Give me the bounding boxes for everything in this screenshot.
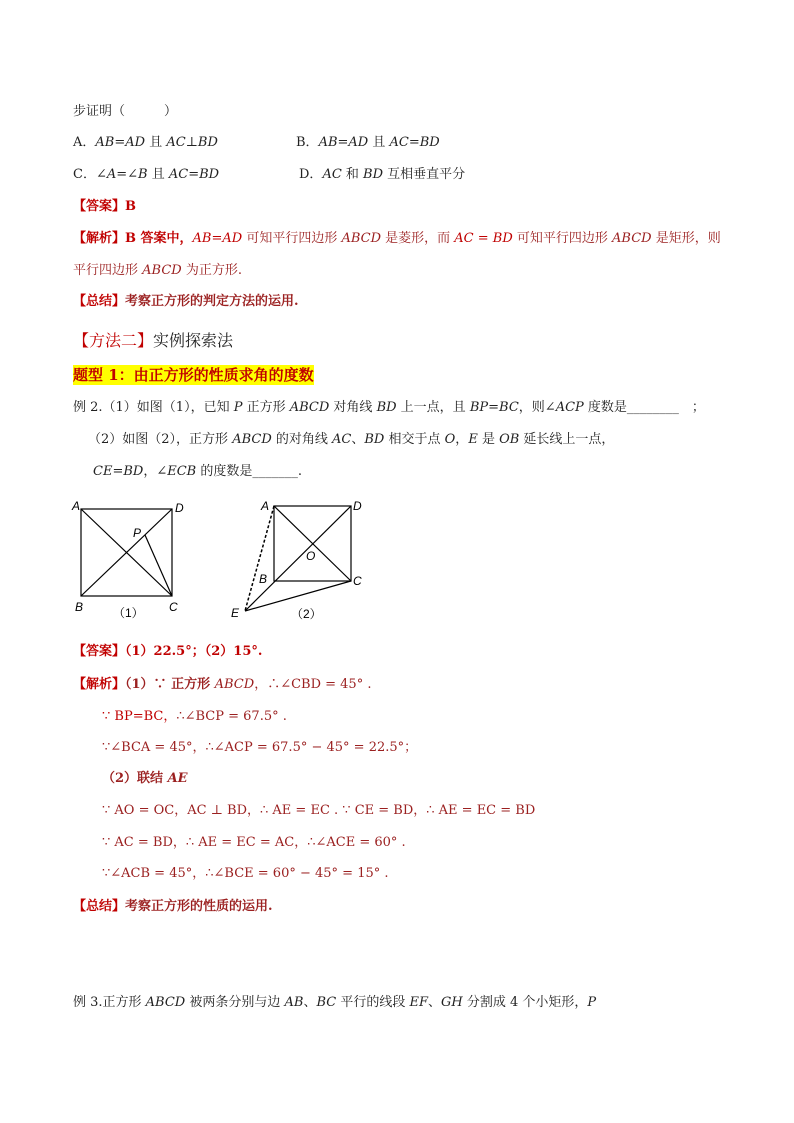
fig2-caption: （2） bbox=[291, 607, 322, 621]
explanation-1-s2: AB=AD bbox=[192, 231, 243, 246]
option-b-t4: 且 bbox=[368, 135, 390, 150]
ex3-i: 、 bbox=[428, 995, 442, 1010]
ex2-p1j: BC bbox=[499, 400, 519, 415]
option-c-t3: ∠B bbox=[127, 167, 148, 182]
ex3-b: ABCD bbox=[145, 995, 186, 1010]
summary-1-text: 考察正方形的判定方法的运用. bbox=[125, 294, 299, 309]
ex2-p2e: 、 bbox=[351, 432, 365, 447]
ex2-p2a: （2）如图（2），正方形 bbox=[88, 432, 233, 447]
fig1-label-c: C bbox=[169, 600, 178, 614]
answer-1-value: B bbox=[125, 199, 137, 214]
option-c-label: C． bbox=[73, 167, 96, 182]
ex2-p1a: 例 2.（1）如图（1），已知 bbox=[73, 400, 234, 415]
exp2-l2a: ∵ BP=BC， bbox=[102, 709, 177, 724]
option-b-t6: = bbox=[408, 135, 420, 150]
fig1-label-b: B bbox=[75, 600, 84, 614]
explanation-2-line-2 bbox=[102, 708, 287, 726]
example-2-line-2 bbox=[88, 431, 614, 449]
answer-2-tag: 【答案】 bbox=[73, 644, 126, 659]
ex3-a: 例 3.正方形 bbox=[73, 995, 146, 1010]
ex2-p1b: P bbox=[233, 400, 243, 415]
answer-1 bbox=[73, 198, 136, 216]
option-a-t2: = bbox=[114, 135, 126, 150]
ex3-j: GH bbox=[441, 995, 463, 1010]
summary-1 bbox=[73, 293, 299, 311]
option-c-t7: BD bbox=[199, 167, 220, 182]
option-a-t4: 且 bbox=[145, 135, 167, 150]
ex2-p2h: O bbox=[444, 432, 456, 447]
fig1-label-d: D bbox=[175, 501, 184, 515]
example-3-line-1 bbox=[73, 994, 596, 1012]
exp2-l1a: （1）∵ 正方形 bbox=[125, 677, 215, 692]
exp2-l4b: AE bbox=[167, 771, 188, 786]
fig1-caption: （1） bbox=[113, 606, 144, 620]
ex2-p2k: 是 bbox=[477, 432, 500, 447]
explanation-2-line-1 bbox=[73, 676, 371, 694]
method-title: 实例探索法 bbox=[153, 331, 234, 350]
option-a-t1: AB bbox=[95, 135, 115, 150]
option-d bbox=[299, 166, 465, 184]
ex3-f: BC bbox=[316, 995, 337, 1010]
explanation-1-s9: 是矩形，则 bbox=[651, 231, 721, 246]
option-a-t5: AC bbox=[166, 135, 186, 150]
option-a bbox=[73, 134, 218, 152]
ex2-p1l: ∠ACP bbox=[544, 400, 584, 415]
fig2-label-b: B bbox=[259, 572, 268, 586]
option-c-t5: AC bbox=[168, 167, 189, 182]
explanation-1-s1: B 答案中， bbox=[125, 231, 193, 246]
explanation-1-s4: ABCD bbox=[341, 231, 382, 246]
ex2-p2b: ABCD bbox=[232, 432, 272, 447]
explanation-1-s3: 可知平行四边形 bbox=[242, 231, 342, 246]
question-type-label: 题型 1： bbox=[73, 366, 134, 384]
option-d-label: D． bbox=[299, 167, 323, 182]
option-a-label: A． bbox=[73, 135, 96, 150]
fig1-label-a: A bbox=[72, 499, 81, 513]
figure-1 bbox=[65, 495, 195, 625]
option-b-t7: BD bbox=[419, 135, 440, 150]
fig2-label-o: O bbox=[306, 549, 316, 563]
ex2-p2j: E bbox=[468, 432, 478, 447]
ex2-p1g: 上一点，且 bbox=[396, 400, 470, 415]
answer-2-value: （1）22.5°；（2）15°. bbox=[125, 644, 263, 659]
ex2-p2m: 延长线上一点， bbox=[519, 432, 615, 447]
option-d-t2: 和 bbox=[341, 167, 364, 182]
option-c-t1: ∠A bbox=[95, 167, 117, 182]
explanation-2-line-4 bbox=[102, 770, 188, 788]
explanation-1-s5: 是菱形，而 bbox=[381, 231, 455, 246]
explanation-1-s10: 平行四边形 bbox=[73, 263, 143, 278]
ex3-c: 被两条分别与边 bbox=[185, 995, 285, 1010]
explanation-2-line-7: ∵∠ACB = 45°，∴∠BCE = 60° − 45° = 15° . bbox=[102, 866, 389, 881]
ex2-p1m: 度数是________ ； bbox=[583, 400, 705, 415]
explanation-2-line-3: ∵∠BCA = 45°，∴∠ACP = 67.5° − 45° = 22.5°； bbox=[102, 740, 418, 755]
explanation-2-line-6: ∵ AC = BD，∴ AE = EC = AC，∴∠ACE = 60° . bbox=[102, 835, 406, 850]
ex2-p1d: ABCD bbox=[289, 400, 330, 415]
ex2-p2f: BD bbox=[364, 432, 385, 447]
explanation-1-tag: 【解析】 bbox=[73, 231, 126, 246]
ex2-p3c: BD bbox=[123, 464, 144, 479]
option-a-t3: AD bbox=[125, 135, 146, 150]
ex2-p2l: OB bbox=[499, 432, 520, 447]
explanation-2-line-5: ∵ AO = OC，AC ⊥ BD，∴ AE = EC . ∵ CE = BD，∴ AE = EC = BD bbox=[102, 803, 536, 818]
ex2-p3d: ， bbox=[143, 464, 157, 479]
option-a-t7: BD bbox=[197, 135, 218, 150]
fig2-label-c: C bbox=[353, 574, 362, 588]
fig2-diagonal-bd-extended bbox=[245, 506, 351, 611]
exp2-l4a: （2）联结 bbox=[102, 771, 168, 786]
ex2-p1f: BD bbox=[376, 400, 397, 415]
option-c-t4: 且 bbox=[147, 167, 169, 182]
ex2-p3b: = bbox=[112, 464, 124, 479]
answer-1-tag: 【答案】 bbox=[73, 199, 126, 214]
fig2-label-e: E bbox=[231, 606, 240, 620]
explanation-1-line-1 bbox=[73, 230, 721, 248]
option-d-t1: AC bbox=[322, 167, 342, 182]
summary-1-tag: 【总结】 bbox=[73, 294, 126, 309]
ex2-p1k: ，则 bbox=[518, 400, 545, 415]
summary-2-text: 考察正方形的性质的运用. bbox=[125, 899, 273, 914]
option-c bbox=[73, 166, 219, 184]
fig1-segment-pc bbox=[145, 535, 172, 596]
explanation-1-s8: ABCD bbox=[612, 231, 652, 246]
ex2-p1h: BP bbox=[469, 400, 489, 415]
fig2-label-a: A bbox=[261, 499, 270, 513]
answer-2 bbox=[73, 643, 262, 661]
option-b-t2: = bbox=[337, 135, 349, 150]
exp2-l1c: ，∴∠CBD = 45° . bbox=[254, 677, 372, 692]
ex2-p1i: = bbox=[488, 400, 500, 415]
ex2-p1c: 正方形 bbox=[242, 400, 290, 415]
fig2-label-d: D bbox=[353, 499, 362, 513]
method-bracket: 【方法二】 bbox=[73, 331, 154, 350]
ex2-p1e: 对角线 bbox=[329, 400, 377, 415]
question-continuation: 步证明（ ） bbox=[73, 104, 178, 119]
example-2-line-1 bbox=[73, 399, 705, 417]
ex2-p3a: CE bbox=[93, 464, 113, 479]
explanation-1-line-2 bbox=[73, 262, 242, 280]
figure-2 bbox=[225, 495, 370, 625]
ex3-d: AB bbox=[284, 995, 304, 1010]
ex2-p2g: 相交于点 bbox=[384, 432, 445, 447]
ex3-e: 、 bbox=[303, 995, 317, 1010]
option-b bbox=[296, 134, 440, 152]
fig1-label-p: P bbox=[133, 526, 142, 540]
ex2-p2i: ， bbox=[455, 432, 469, 447]
summary-2-tag: 【总结】 bbox=[73, 899, 126, 914]
question-type-heading bbox=[73, 365, 314, 385]
ex3-h: EF bbox=[409, 995, 428, 1010]
explanation-1-s11: ABCD bbox=[142, 263, 182, 278]
option-c-t6: = bbox=[188, 167, 200, 182]
exp2-l1b: ABCD bbox=[214, 677, 255, 692]
ex2-p2d: AC bbox=[332, 432, 352, 447]
explanation-1-s6: AC = BD bbox=[454, 231, 513, 246]
option-b-t5: AC bbox=[389, 135, 409, 150]
ex2-p3e: ∠ECB bbox=[156, 464, 197, 479]
option-d-t3: BD bbox=[363, 167, 384, 182]
question-type-text: 由正方形的性质求角的度数 bbox=[133, 366, 314, 384]
option-d-t4: 互相垂直平分 bbox=[383, 167, 466, 182]
ex3-k: 分割成 4 个小矩形， bbox=[462, 995, 588, 1010]
fig2-segment-ae-dashed bbox=[245, 506, 274, 611]
summary-2 bbox=[73, 898, 273, 916]
ex2-p2c: 的对角线 bbox=[271, 432, 333, 447]
method-heading bbox=[73, 330, 233, 352]
option-b-label: B． bbox=[296, 135, 319, 150]
exp2-l2b: ∴∠BCP = 67.5° . bbox=[176, 709, 287, 724]
example-2-line-3 bbox=[93, 463, 302, 481]
ex3-g: 平行的线段 bbox=[336, 995, 410, 1010]
option-c-t2: = bbox=[116, 167, 128, 182]
explanation-1-s12: 为正方形. bbox=[181, 263, 242, 278]
option-b-t3: AD bbox=[348, 135, 369, 150]
option-a-t6: ⊥ bbox=[185, 135, 198, 150]
ex3-l: P bbox=[587, 995, 597, 1010]
explanation-1-s7: 可知平行四边形 bbox=[512, 231, 613, 246]
ex2-p3f: 的度数是_______. bbox=[196, 464, 302, 479]
explanation-2-tag: 【解析】 bbox=[73, 677, 126, 692]
option-b-t1: AB bbox=[318, 135, 338, 150]
